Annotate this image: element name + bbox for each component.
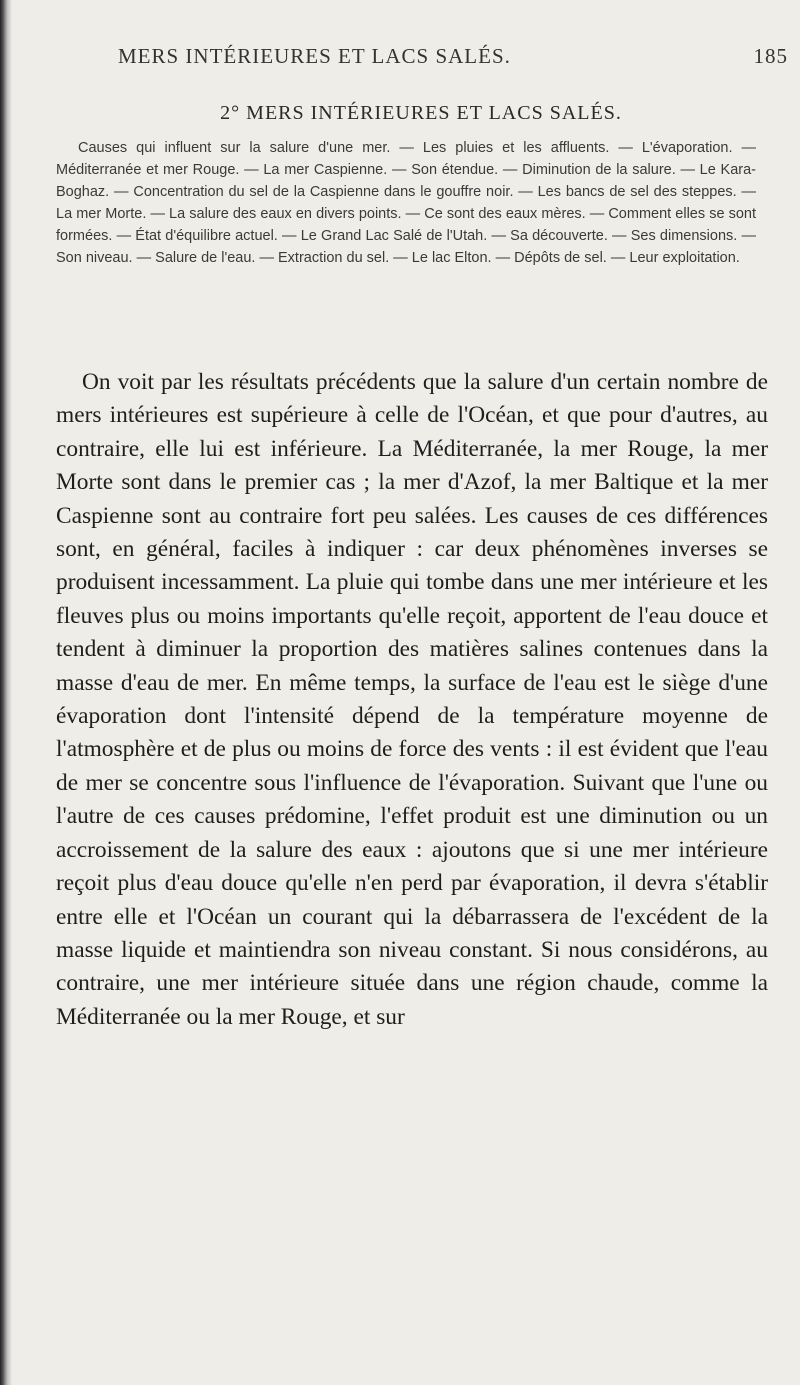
section-summary: Causes qui influent sur la salure d'une mer. — Les pluies et les affluents. — L'évaporation. — Méditerranée et mer Rouge. — La mer Caspienne. — Son étendue. — Diminution de la salure. — Le Kara-Boghaz. — Concentration du sel de la Caspienne dans le gouffre noir. — Les bancs de sel des steppes. — La mer Morte. — La salure des eaux en divers points. — Ce sont des eaux mères. — Comment elles se sont formées. — État d'équilibre actuel. — Le Grand Lac Salé de l'Utah. — Sa découverte. — Ses dimensions. — Son niveau. — Salure de l'eau. — Extraction du sel. — Le lac Elton. — Dépôts de sel. — Leur exploitation. — [56, 140, 756, 266]
book-spine-shadow — [0, 0, 12, 1385]
running-title: MERS INTÉRIEURES ET LACS SALÉS. — [118, 44, 511, 68]
page-number: 185 — [753, 44, 788, 68]
section-title: 2° MERS INTÉRIEURES ET LACS SALÉS. — [220, 102, 622, 124]
running-head — [118, 44, 788, 74]
body-paragraph: On voit par les résultats précédents que la salure d'un certain nombre de mers intérieures est supérieure à celle de l'Océan, et que pour d'autres, au contraire, elle lui est inférieure. La Méditerranée, la mer Rouge, la mer Morte sont dans le premier cas ; la mer d'Azof, la mer Baltique et la mer Caspienne sont au contraire fort peu salées. Les causes de ces différences sont, en général, faciles à indiquer : car deux phénomènes inverses se produisent incessamment. La pluie qui tombe dans une mer intérieure et les fleuves plus ou moins importants qu'elle reçoit, apportent de l'eau douce et tendent à diminuer la proportion des matières salines contenues dans la masse d'eau de mer. En même temps, la surface de l'eau est le siège d'une évaporation dont l'intensité dépend de la température moyenne de l'atmosphère et de plus ou moins de force des vents : il est évident que l'eau de mer se concentre sous l'influence de l'évaporation. Suivant que l'une ou l'autre de ces causes prédomine, l'effet produit est une diminution ou un accroissement de la salure des eaux : ajoutons que si une mer intérieure reçoit plus d'eau douce qu'elle n'en perd par évaporation, il devra s'établir entre elle et l'Océan un courant qui la débarrassera de l'excédent de la masse liquide et maintiendra son niveau constant. Si nous considérons, au contraire, une mer intérieure située dans une région chaude, comme la Méditerranée ou la mer Rouge, et sur — [56, 369, 768, 1030]
